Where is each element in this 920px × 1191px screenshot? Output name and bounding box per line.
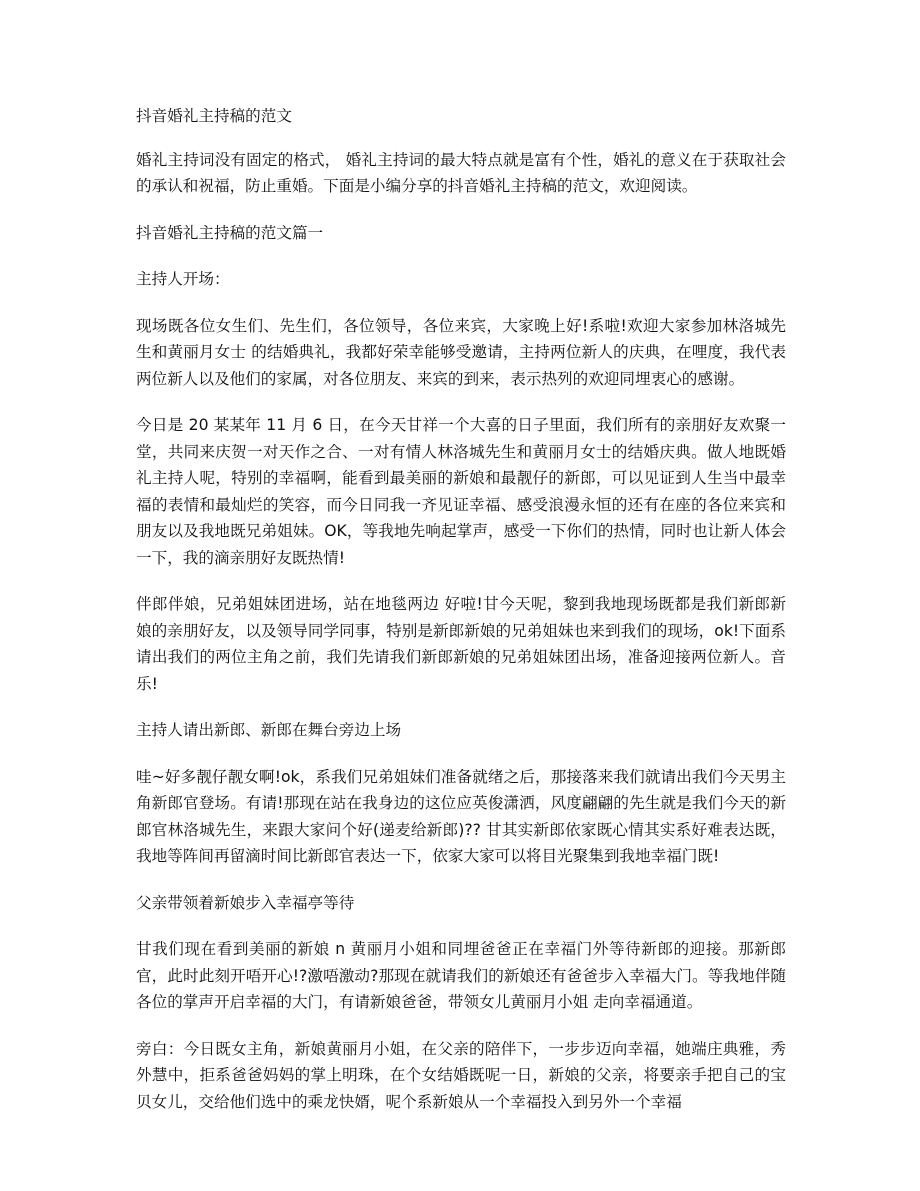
host-opening-heading: 主持人开场： — [136, 270, 230, 288]
paragraph-host-invites-groom: 主持人请出新郎、新郎在舞台旁边上场 — [136, 721, 402, 739]
paragraph-today: 今日是 20 某某年 11 月 6 日，在今天甘祥一个大喜的日子里面，我们所有的亲朋好友欢聚一堂，共同来庆贺一对天作之合、一对有情人林洛城先生和黄丽月女士的结婚庆典。做人地既婚礼主持人呢，特别的幸福啊，能看到最美丽的新娘和最靓仔的新郎，可以见证到人生当中最幸福的表情和最灿烂的笑容，而今日同我一齐见证幸福、感受浪漫永恒的还有在座的各位来宾和朋友以及我地既兄弟姐妹。OK，等我地先响起掌声，感受一下你们的热情，同时也让新人体会一下，我的滴亲朋好友既热情! — [136, 416, 786, 567]
intro-paragraph: 婚礼主持词没有固定的格式， 婚礼主持词的最大特点就是富有个性，婚礼的意义在于获取社会的承认和祝福，防止重婚。下面是小编分享的抖音婚礼主持稿的范文，欢迎阅读。 — [136, 150, 786, 195]
paragraph-welcome: 现场既各位女生们、先生们，各位领导，各位来宾，大家晚上好!系啦!欢迎大家参加林洛城先生和黄丽月女士 的结婚典礼，我都好荣幸能够受邀请，主持两位新人的庆典，在哩度，我代表两位新人以及他们的家属，对各位朋友、来宾的到来，表示热列的欢迎同埋衷心的感谢。 — [136, 316, 786, 388]
paragraph-father-bride: 父亲带领着新娘步入幸福亭等待 — [136, 893, 355, 912]
document-page — [136, 103, 786, 1135]
paragraph-groomsmen: 伴郎伴娘，兄弟姐妹团进场，站在地毯两边 好啦!甘今天呢，黎到我地现场既都是我们新郎新娘的亲朋好友，以及领导同学同事，特别是新郎新娘的兄弟姐妹也来到我们的现场，ok!下面系请出我们的两位主角之前，我们先请我们新郎新娘的兄弟姐妹团出场，准备迎接两位新人。音乐! — [136, 595, 786, 693]
paragraph-bride-waiting: 甘我们现在看到美丽的新娘 n 黄丽月小姐和同埋爸爸正在幸福门外等待新郎的迎接。那新郎官，此时此刻开唔开心!?激唔激动?那现在就请我们的新娘还有爸爸步入幸福大门。等我地伴随各位的掌声开启幸福的大门，有请新娘爸爸，带领女儿黄丽月小姐 走向幸福通道。 — [136, 940, 786, 1011]
paragraph-narration: 旁白：今日既女主角，新娘黄丽月小姐，在父亲的陪伴下，一步步迈向幸福，她端庄典雅，秀外慧中，拒系爸爸妈妈的掌上明珠，在个女结婚既呢一日，新娘的父亲，将要亲手把自己的宝贝女儿，交给他们选中的乘龙快婿，呢个系新娘从一个幸福投入到另外一个幸福 — [136, 1039, 786, 1111]
section-heading: 抖音婚礼主持稿的范文篇一 — [136, 223, 324, 242]
paragraph-groom-entrance: 哇~好多靓仔靓女啊!ok，系我们兄弟姐妹们准备就绪之后，那接落来我们就请出我们今天男主角新郎官登场。有请!那现在站在我身边的这位应英俊潇洒，风度翩翩的先生就是我们今天的新郎官林洛城先生，来跟大家问个好(递麦给新郎)?? 甘其实新郎依家既心情其实系好难表达既，我地等阵间再留滴时间比新郎官表达一下，依家大家可以将目光聚集到我地幸福门既! — [136, 767, 786, 865]
document-title: 抖音婚礼主持稿的范文 — [136, 107, 292, 125]
